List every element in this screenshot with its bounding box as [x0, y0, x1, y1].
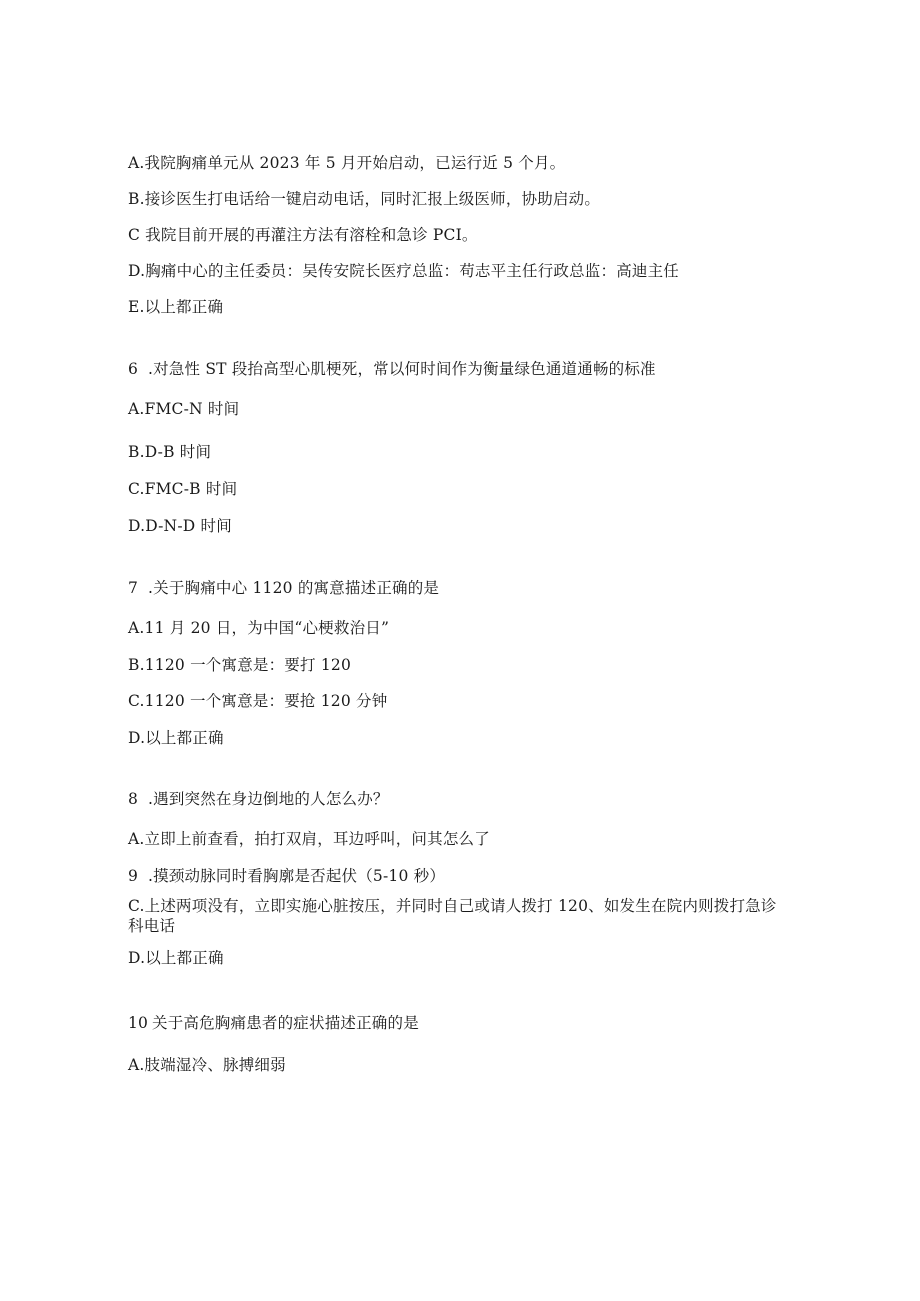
q7-option-a: A.11 月 20 日，为中国“心梗救治日”	[128, 619, 390, 637]
question-number: 10	[128, 1014, 149, 1032]
question-7	[128, 578, 439, 598]
question-8	[128, 789, 389, 809]
q6-option-a: A.FMC-N 时间	[128, 400, 240, 418]
q5-option-e: E.以上都正确	[128, 298, 224, 316]
question-9	[128, 866, 445, 886]
question-number: 6	[128, 360, 139, 378]
question-text: .摸颈动脉同时看胸廓是否起伏（5-10 秒）	[148, 867, 446, 885]
question-text: 关于高危胸痛患者的症状描述正确的是	[152, 1014, 419, 1032]
q10-option-a: A.肢端湿冷、脉搏细弱	[128, 1056, 286, 1074]
question-number: 8	[128, 790, 139, 808]
q6-option-c: C.FMC-B 时间	[128, 480, 238, 498]
question-6	[128, 359, 656, 379]
q5-option-c: C 我院目前开展的再灌注方法有溶栓和急诊 PCI。	[128, 226, 478, 244]
question-text: .遇到突然在身边倒地的人怎么办？	[148, 790, 389, 808]
q6-option-b: B.D-B 时间	[128, 443, 212, 461]
question-text: .对急性 ST 段抬高型心肌梗死，常以何时间作为衡量绿色通道通畅的标准	[148, 360, 656, 378]
q5-option-d: D.胸痛中心的主任委员：吴传安院长医疗总监：苟志平主任行政总监：高迪主任	[128, 262, 680, 280]
q7-option-b: B.1120 一个寓意是：要打 120	[128, 656, 352, 674]
q8-option-a: A.立即上前查看，拍打双肩，耳边呼叫，问其怎么了	[128, 830, 490, 848]
q6-option-d: D.D-N-D 时间	[128, 517, 232, 535]
question-number: 9	[128, 867, 139, 885]
q7-option-c: C.1120 一个寓意是：要抢 120 分钟	[128, 692, 388, 710]
q5-option-b: B.接诊医生打电话给一键启动电话，同时汇报上级医师，协助启动。	[128, 190, 601, 208]
q9-option-c: C.上述两项没有，立即实施心脏按压，并同时自己或请人拨打 120、如发生在院内则拨打急诊科电话	[128, 897, 777, 935]
question-number: 7	[128, 579, 139, 597]
q7-option-d: D.以上都正确	[128, 729, 224, 747]
q5-option-a: A.我院胸痛单元从 2023 年 5 月开始启动，已运行近 5 个月。	[128, 154, 566, 172]
q9-option-d: D.以上都正确	[128, 949, 224, 967]
question-10	[128, 1013, 419, 1033]
question-text: .关于胸痛中心 1120 的寓意描述正确的是	[148, 579, 440, 597]
